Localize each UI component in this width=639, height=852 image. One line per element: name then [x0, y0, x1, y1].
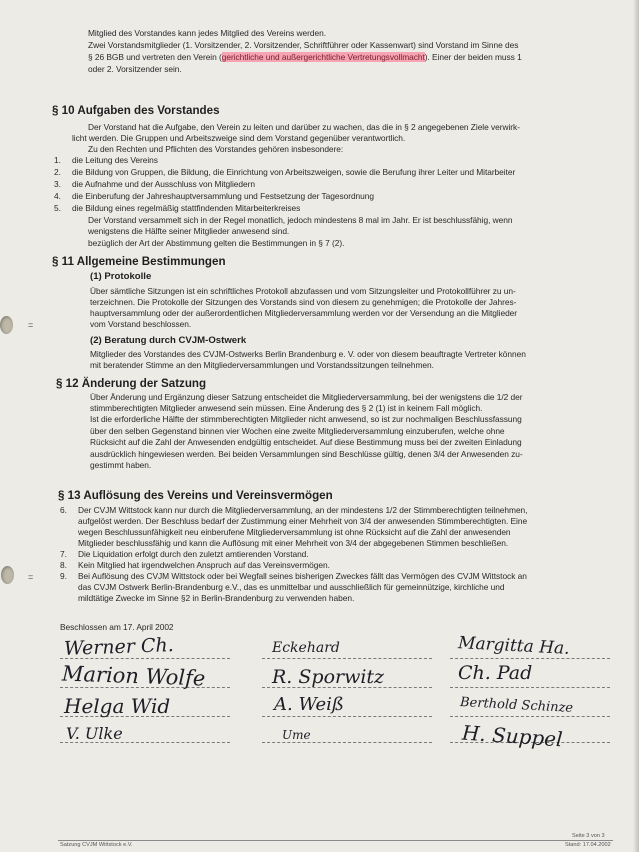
highlighted-text: gerichtliche und außergerichtliche Vertretungsvollmacht — [221, 52, 425, 62]
list-number: 6. — [60, 505, 67, 515]
footer-rule — [58, 840, 613, 841]
subsection-heading: (1) Protokolle — [90, 271, 152, 282]
paragraph-line: Mitglieder des Vorstandes des CVJM-Ostwerks Berlin Brandenburg e. V. oder von diesem beauftragte Vertreter können — [90, 349, 526, 359]
signature: Helga Wid — [64, 694, 171, 718]
list-number: 1. — [54, 155, 61, 165]
paragraph-line: Der CVJM Wittstock kann nur durch die Mitgliederversammlung, an der mindestens 1/2 der Stimmberechtigten teilnehmen, — [78, 505, 528, 515]
list-item: die Einberufung der Jahreshauptversammlung und Festsetzung der Tagesordnung — [72, 191, 374, 201]
signature-line — [450, 658, 610, 659]
signature: V. Ulke — [66, 724, 123, 743]
signature-line — [450, 687, 610, 688]
section-heading: § 12 Änderung der Satzung — [56, 377, 207, 390]
paragraph-line: Die Liquidation erfolgt durch den zuletzt amtierenden Vorstand. — [78, 549, 309, 559]
paragraph-line: gestimmt haben. — [90, 460, 152, 470]
intro-line: Mitglied des Vorstandes kann jedes Mitglied des Vereins werden. — [88, 28, 327, 38]
paragraph-line: wegen Beschlussunfähigkeit neu einberufene Mitgliederversammlung ist ohne Rücksicht auf die Zahl der anwesenden — [78, 527, 511, 537]
intro-line — [88, 52, 522, 63]
paragraph-line: mildtätige Zwecke im Sinne §2 in Berlin-Brandenburg zu verwenden haben. — [78, 593, 355, 603]
paragraph-line: hauptversammlung oder der außerordentlichen Mitgliederversammlung werden vor der Versendung an die Mitglieder — [90, 308, 518, 318]
list-item: die Aufnahme und der Ausschluss von Mitgliedern — [72, 179, 255, 189]
paragraph-line: Mitglieder beschlussfähig und kann die Auflösung mit einer Mehrheit von 3/4 der abgegebenen Stimmen beschließen. — [78, 538, 509, 548]
signature-line — [262, 742, 432, 743]
signature-line — [450, 716, 610, 717]
list-number: 2. — [54, 167, 61, 177]
signature: Berthold Schinze — [459, 695, 574, 716]
list-number: 7. — [60, 549, 67, 559]
paragraph-line: über den selben Gegenstand binnen vier Wochen eine zweite Mitgliederversammlung einzuberufen, welche ohne — [90, 426, 505, 436]
section-heading: § 11 Allgemeine Bestimmungen — [52, 255, 226, 268]
subsection-heading: (2) Beratung durch CVJM-Ostwerk — [90, 335, 247, 346]
paragraph-line: Bei Auflösung des CVJM Wittstock oder bei Wegfall seines bisherigen Zweckes fällt das Vermögen des CVJM Wittstock an — [78, 571, 527, 581]
signature: Werner Ch. — [63, 634, 175, 660]
paragraph-line: Der Vorstand versammelt sich in der Regel monatlich, jedoch mindestens 8 mal im Jahr. Er ist beschlussfähig, wenn — [88, 215, 513, 225]
punch-hole — [0, 316, 13, 334]
list-item: die Bildung eines regelmäßig stattfindenden Mitarbeiterkreises — [72, 203, 301, 213]
paragraph-line: Zu den Rechten und Pflichten des Vorstandes gehören insbesondere: — [88, 144, 344, 154]
signature-line — [262, 658, 432, 659]
intro-line: oder 2. Vorsitzender sein. — [88, 64, 182, 74]
section-heading: § 10 Aufgaben des Vorstandes — [52, 104, 220, 117]
paragraph-line: terzeichnen. Die Protokolle der Sitzungen des Vorstands sind von diesem zu genehmigen; die Protokolle der Jahres- — [90, 297, 517, 307]
list-item: die Bildung von Gruppen, die Bildung, die Einrichtung von Arbeitszweigen, sowie die Berufung ihrer Leiter und Mitarbeiter — [72, 167, 516, 177]
list-number: 5. — [54, 203, 61, 213]
signature: Margitta Ha. — [457, 633, 571, 659]
list-number: 3. — [54, 179, 61, 189]
list-number: 8. — [60, 560, 67, 570]
paragraph-line: Der Vorstand hat die Aufgabe, den Verein zu leiten und darüber zu wachen, das die in § 2 angegebenen Ziele verwirk- — [88, 122, 520, 132]
paragraph-line: Über Änderung und Ergänzung dieser Satzung entscheidet die Mitgliederversammlung, bei der wenigstens die 1/2 der — [90, 392, 523, 402]
margin-mark: = — [28, 572, 34, 582]
paragraph-line: stimmberechtigten Mitglieder anwesend sein müssen. Eine Änderung des § 2 (1) ist in keinem Fall möglich. — [90, 403, 483, 413]
signature: Eckehard — [272, 640, 340, 656]
paragraph-line: Ist die erforderliche Hälfte der stimmberechtigten Mitglieder nicht anwesend, so ist zur nochmaligen Beschlussfassung — [90, 414, 522, 424]
intro-text: § 26 BGB und vertreten den Verein ( — [88, 52, 222, 62]
page-edge-shadow — [633, 0, 639, 852]
paragraph-line: vom Vorstand beschlossen. — [90, 319, 192, 329]
paragraph-line: wenigstens die Hälfte seiner Mitglieder anwesend sind. — [88, 226, 290, 236]
signature: H. Suppel — [461, 720, 564, 752]
paragraph-line: aufgelöst werden. Der Beschluss bedarf der Zustimmung einer Mehrheit von 3/4 der anwesenden Stimmberechtigten. Eine — [78, 516, 528, 526]
punch-hole — [1, 566, 14, 584]
paragraph-line: licht werden. Die Gruppen und Arbeitszweige sind dem Vorstand gegenüber verantwortlich. — [72, 133, 406, 143]
signature-line — [262, 716, 432, 717]
signature: A. Weiß — [274, 694, 344, 715]
intro-line: Zwei Vorstandsmitglieder (1. Vorsitzender, 2. Vorsitzender, Schriftführer oder Kassenwart) sind Vorstand im Sinne des — [88, 40, 519, 50]
margin-mark: = — [28, 320, 34, 330]
paragraph-line: ausdrücklich hingewiesen werden. Bei beiden Versammlungen sind Beschlüsse gültig, denen 3/4 der Anwesenden zu- — [90, 449, 523, 459]
footer-left: Satzung CVJM Wittstock e.V. — [60, 842, 133, 848]
signature: Ume — [282, 728, 311, 742]
paragraph-line: Kein Mitglied hat irgendwelchen Anspruch auf das Vereinsvermögen. — [78, 560, 330, 570]
list-number: 4. — [54, 191, 61, 201]
signature: Ch. Pad — [458, 662, 533, 684]
closing-statement: Beschlossen am 17. April 2002 — [60, 622, 174, 632]
signature: Marion Wolfe — [61, 661, 206, 691]
signature: R. Sporwitz — [272, 666, 385, 688]
paragraph-line: bezüglich der Art der Abstimmung gelten die Bestimmungen in § 7 (2). — [88, 238, 345, 248]
footer-date: Stand: 17.04.2002 — [565, 842, 611, 848]
paragraph-line: Über sämtliche Sitzungen ist ein schriftliches Protokoll abzufassen und vom Sitzungsleiter und Protokollführer zu un- — [90, 286, 516, 296]
paragraph-line: mit beratender Stimme an den Mitgliederversammlungen und Vorstandssitzungen teilnehmen. — [90, 360, 434, 370]
footer-page: Seite 3 von 3 — [572, 833, 605, 839]
list-item: die Leitung des Vereins — [72, 155, 158, 165]
intro-text: ). Einer der beiden muss 1 — [424, 52, 522, 62]
paragraph-line: Rücksicht auf die Zahl der Anwesenden endgültig entscheidet. Auf diese Bestimmung muss bei der zweiten Einladung — [90, 437, 522, 447]
list-number: 9. — [60, 571, 67, 581]
paragraph-line: das CVJM Ostwerk Berlin-Brandenburg e.V., das es unmittelbar und ausschließlich für gemeinnützige, kirchliche und — [78, 582, 505, 592]
section-heading: § 13 Auflösung des Vereins und Vereinsvermögen — [58, 489, 333, 502]
